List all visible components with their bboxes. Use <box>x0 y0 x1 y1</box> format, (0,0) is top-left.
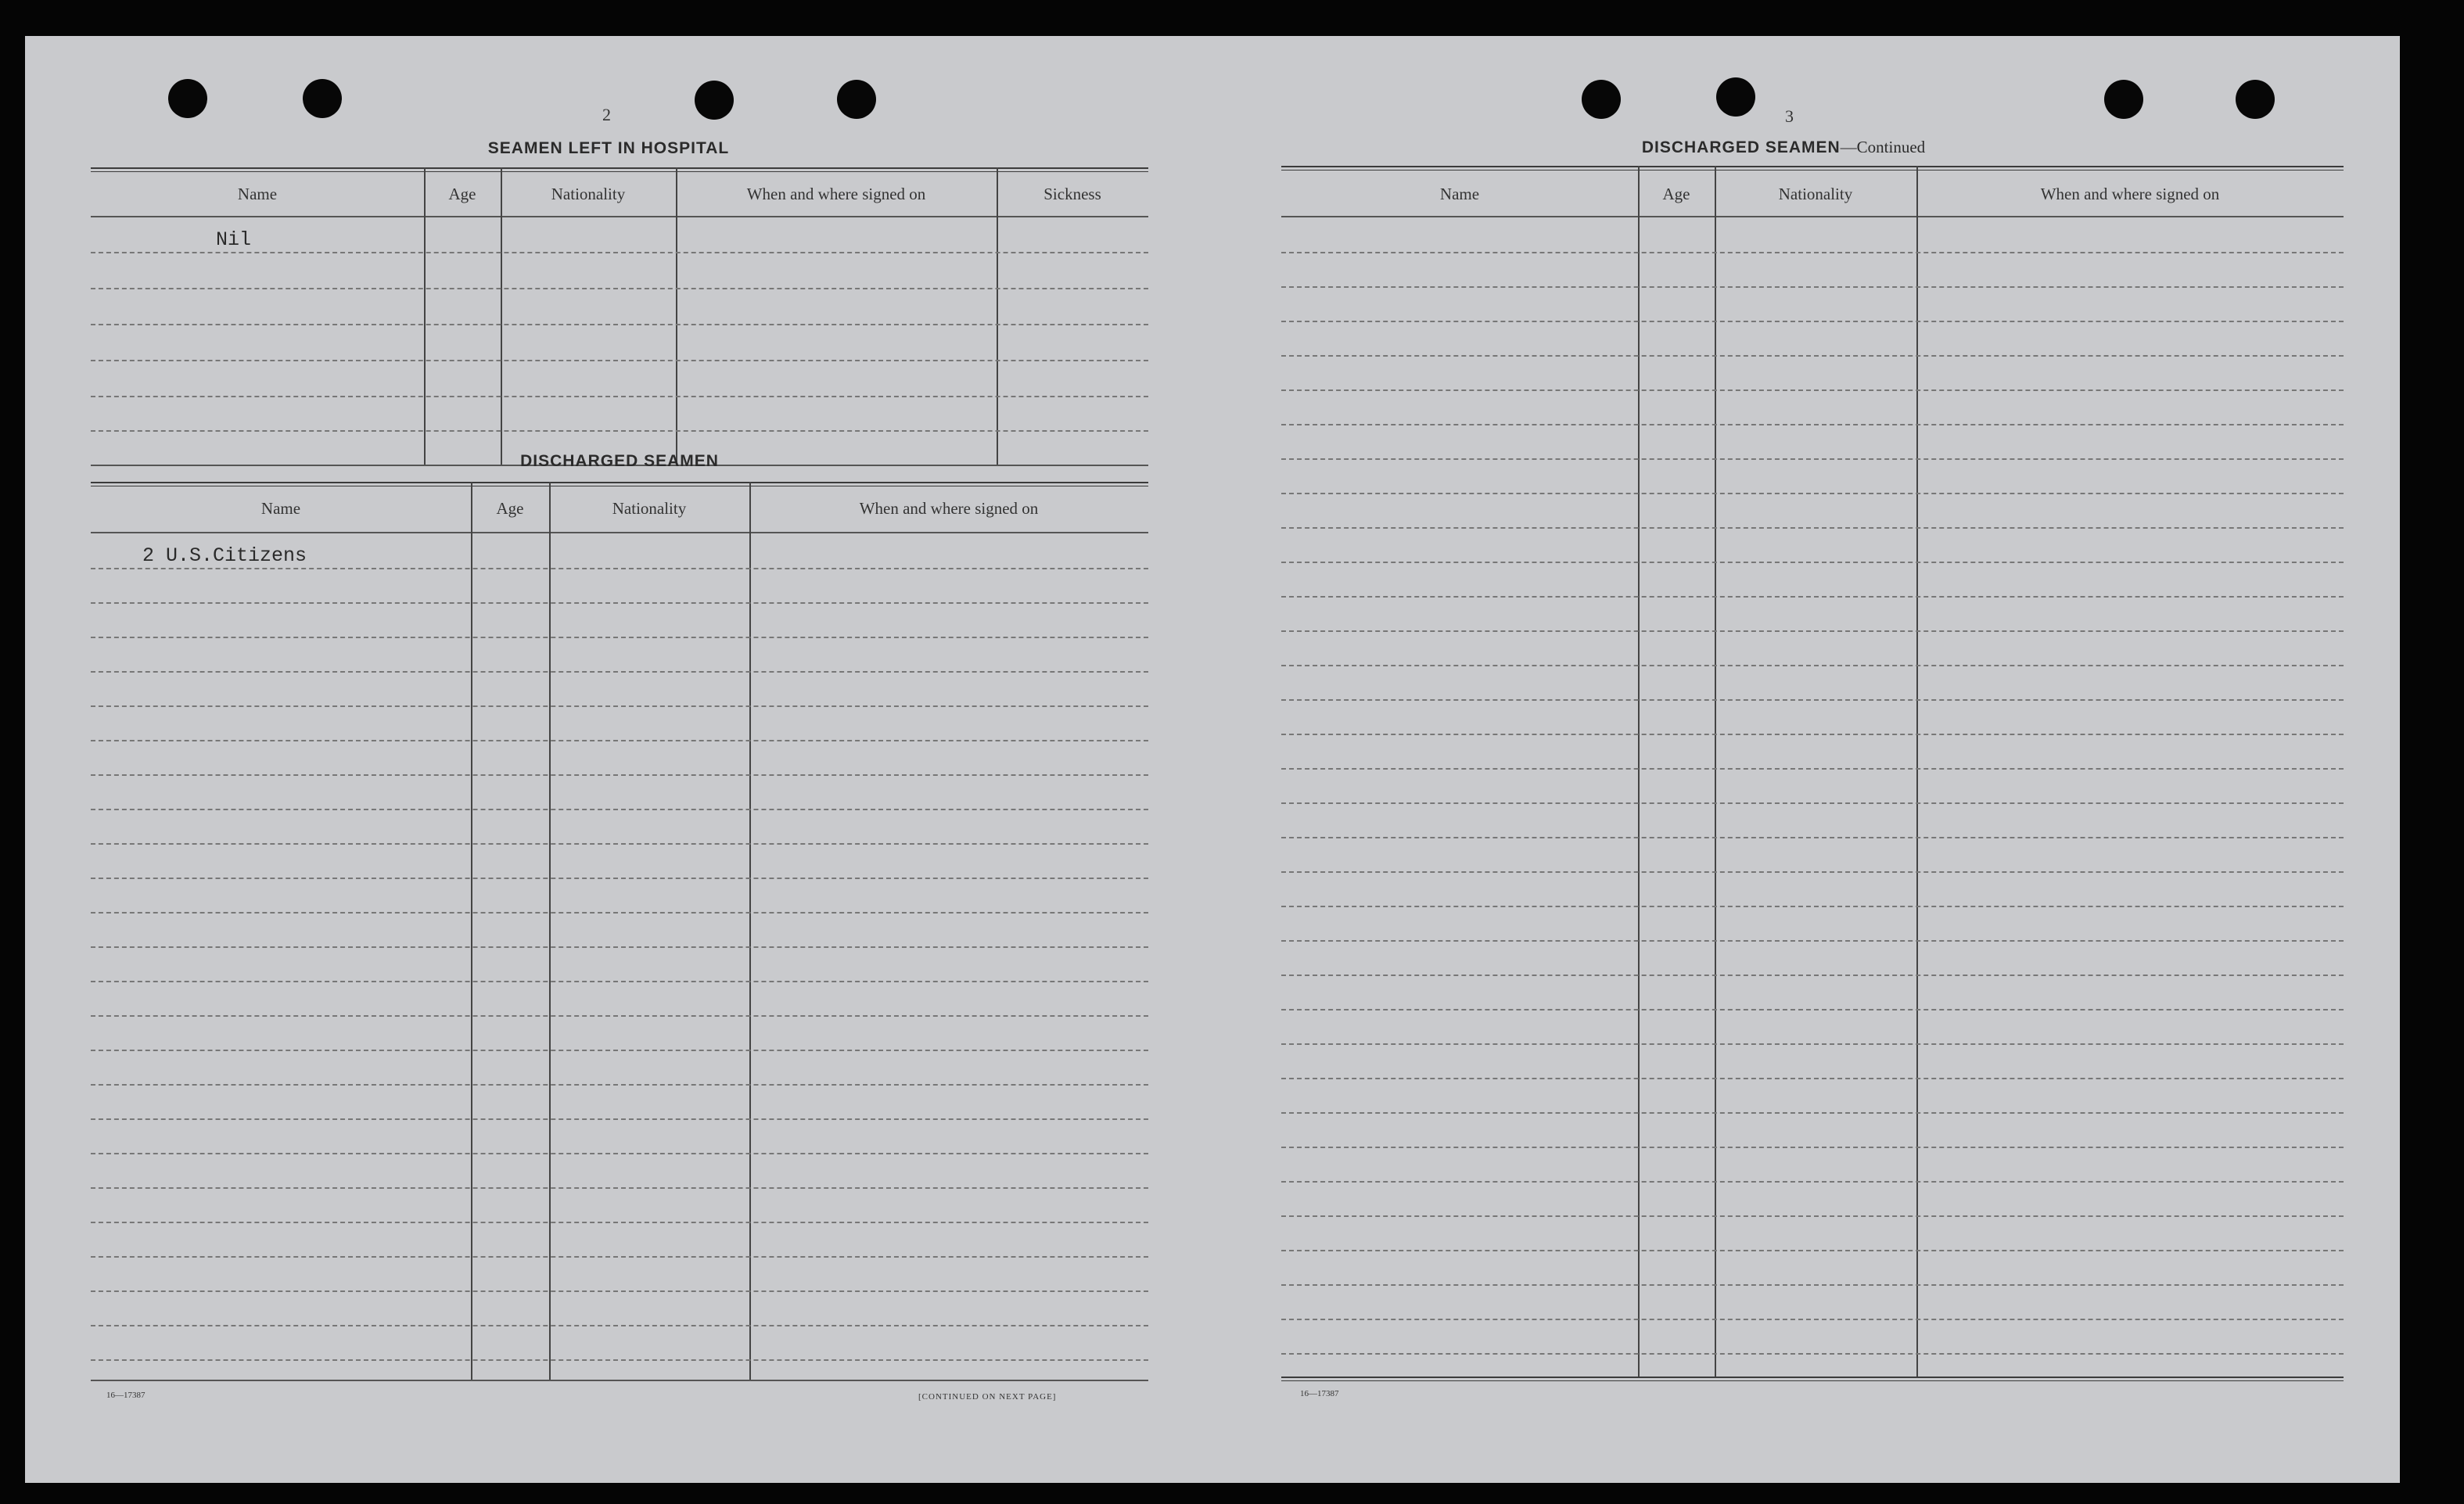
ruled-line <box>91 843 1148 845</box>
ruled-line <box>91 981 1148 982</box>
ruled-line <box>1281 1078 2344 1079</box>
discharged-table-left <box>91 482 1148 1431</box>
ruled-line <box>91 637 1148 638</box>
right-col-nationality: Nationality <box>1778 185 1853 203</box>
ruled-line <box>91 602 1148 604</box>
punch-hole <box>168 79 207 118</box>
punch-hole <box>2104 80 2143 119</box>
right-col-age: Age <box>1662 185 1690 203</box>
ruled-line <box>1281 1112 2344 1114</box>
ruled-line <box>91 671 1148 673</box>
ruled-line <box>91 1187 1148 1189</box>
ruled-line <box>1281 940 2344 942</box>
ruled-line <box>1281 975 2344 976</box>
ruled-line <box>91 1084 1148 1086</box>
ruled-line <box>1281 252 2344 253</box>
form-number-right: 16—17387 <box>1300 1389 1339 1398</box>
punch-hole <box>1716 77 1755 117</box>
right-col-signed-on: When and where signed on <box>2040 185 2220 203</box>
ruled-line <box>91 396 1148 397</box>
ruled-line <box>91 1325 1148 1326</box>
discharged-col-age: Age <box>496 499 524 518</box>
ruled-line <box>1281 734 2344 735</box>
punch-hole <box>695 81 734 120</box>
discharged-title-left: DISCHARGED SEAMEN <box>520 452 719 470</box>
ruled-line <box>1281 768 2344 770</box>
ruled-line <box>1281 286 2344 288</box>
ruled-line <box>1281 424 2344 425</box>
discharged-title-right <box>1642 138 1925 157</box>
ruled-line <box>1281 1319 2344 1320</box>
ruled-line <box>1281 871 2344 873</box>
page-number-left: 2 <box>602 105 611 124</box>
ruled-line <box>1281 1215 2344 1217</box>
ruled-line <box>91 1222 1148 1223</box>
discharged-title-right-text: DISCHARGED SEAMEN <box>1641 138 1841 156</box>
ruled-line <box>91 1256 1148 1258</box>
hospital-col-nationality: Nationality <box>551 185 626 203</box>
ruled-line <box>91 1118 1148 1120</box>
ruled-line <box>1281 458 2344 460</box>
ruled-line <box>1281 1181 2344 1183</box>
ruled-line <box>91 1050 1148 1051</box>
ruled-line <box>91 430 1148 432</box>
ruled-line <box>91 946 1148 948</box>
ruled-line <box>91 252 1148 253</box>
discharged-col-nationality: Nationality <box>612 499 687 518</box>
hospital-entry-nil: Nil <box>216 228 252 251</box>
hospital-table <box>91 167 1148 471</box>
ruled-line <box>1281 596 2344 598</box>
ruled-line <box>91 774 1148 776</box>
discharged-table-right <box>1281 166 2344 1430</box>
ruled-line <box>1281 493 2344 494</box>
ruled-line <box>1281 527 2344 529</box>
ruled-line <box>91 878 1148 879</box>
ruled-line <box>1281 1250 2344 1251</box>
ruled-line <box>1281 562 2344 563</box>
ruled-line <box>1281 1043 2344 1045</box>
ruled-line <box>91 809 1148 810</box>
discharged-entry: 2 U.S.Citizens <box>142 544 307 567</box>
ruled-line <box>1281 321 2344 322</box>
ruled-line <box>91 1290 1148 1292</box>
hospital-col-age: Age <box>448 185 476 203</box>
hospital-col-name: Name <box>237 185 278 203</box>
ruled-line <box>1281 1147 2344 1148</box>
continued-note: [CONTINUED ON NEXT PAGE] <box>918 1392 1057 1402</box>
ruled-line <box>91 740 1148 741</box>
ruled-line <box>1281 630 2344 632</box>
punch-hole <box>303 79 342 118</box>
ruled-line <box>1281 1009 2344 1010</box>
ruled-line <box>91 360 1148 361</box>
hospital-col-sickness: Sickness <box>1043 185 1101 203</box>
ruled-line <box>91 1359 1148 1361</box>
ruled-line <box>1281 699 2344 701</box>
ruled-line <box>91 1015 1148 1017</box>
ruled-line <box>1281 1353 2344 1355</box>
ruled-line <box>1281 355 2344 357</box>
ruled-line <box>91 568 1148 569</box>
document-sheet <box>25 36 2400 1483</box>
ruled-line <box>1281 665 2344 666</box>
ruled-line <box>91 705 1148 707</box>
ruled-line <box>1281 837 2344 838</box>
ruled-line <box>1281 389 2344 391</box>
form-number-left: 16—17387 <box>106 1391 145 1400</box>
ruled-line <box>91 288 1148 289</box>
punch-hole <box>837 80 876 119</box>
ruled-line <box>91 912 1148 914</box>
ruled-line <box>91 324 1148 325</box>
ruled-line <box>1281 802 2344 804</box>
punch-hole <box>1582 80 1621 119</box>
discharged-col-name: Name <box>260 499 301 518</box>
ruled-line <box>1281 1284 2344 1286</box>
hospital-col-signed-on: When and where signed on <box>746 185 926 203</box>
page-number-right: 3 <box>1785 106 1794 126</box>
hospital-title: SEAMEN LEFT IN HOSPITAL <box>487 139 730 157</box>
ruled-line <box>91 1153 1148 1154</box>
ruled-line <box>1281 906 2344 907</box>
right-col-name: Name <box>1439 185 1480 203</box>
punch-hole <box>2236 80 2275 119</box>
continued-suffix: —Continued <box>1840 138 1926 156</box>
discharged-col-signed-on: When and where signed on <box>859 499 1039 518</box>
